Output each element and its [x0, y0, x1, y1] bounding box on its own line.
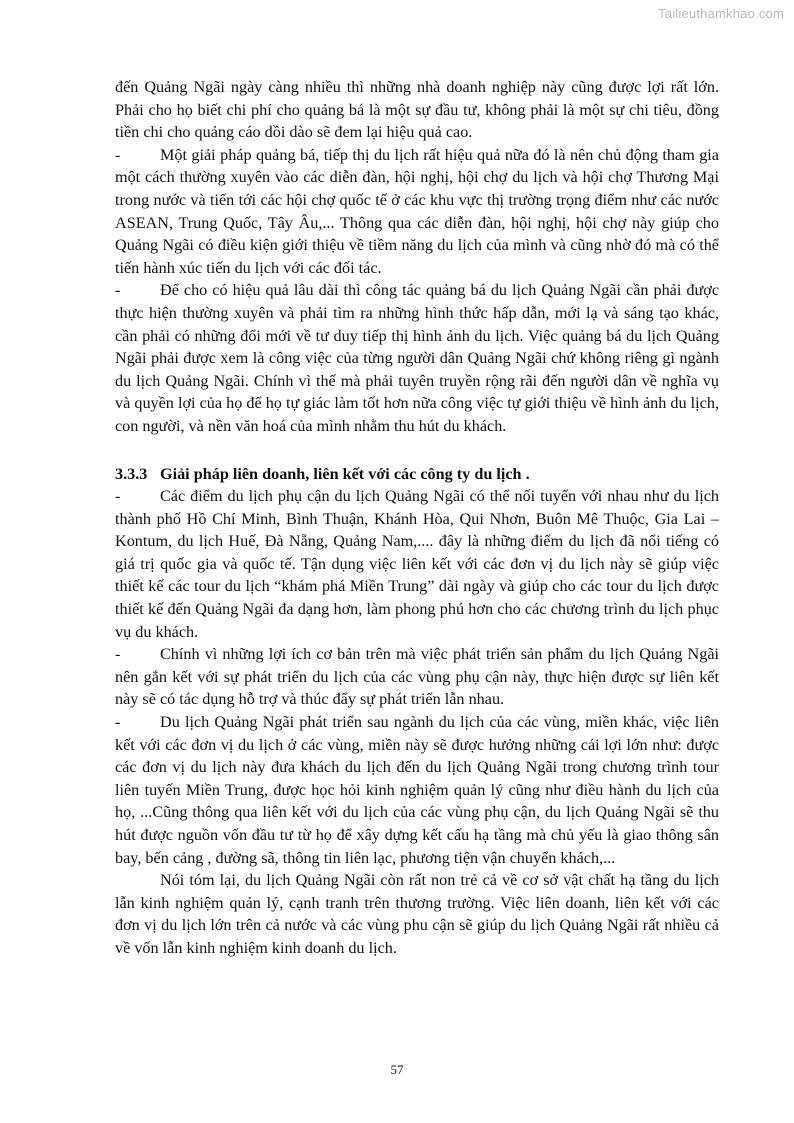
intro-paragraph: đến Quảng Ngãi ngày càng nhiều thì những nhà doanh nghiệp này cũng được lợi rất lớn. Phải cho họ biết chi phí cho quảng bá là một sự đầu tư, không phải là một sự chi tiêu, đồng tiền chi cho quảng cáo dồi dào sẽ đem lại hiệu quả cao.	[115, 78, 719, 142]
bullet-item	[115, 485, 719, 643]
section-title: Giải pháp liên doanh, liên kết với các công ty du lịch .	[160, 464, 530, 483]
bullet-dash: -	[115, 145, 121, 164]
section-heading	[115, 463, 719, 486]
bullet-text: Một giải pháp quảng bá, tiếp thị du lịch rất hiệu quả nữa đó là nên chủ động tham gia một cách thường xuyên vào các diễn đàn, hội nghị, hội chợ du lịch và hội chợ Thương Mại trong nước và tiến tới các hội chợ quốc tế ở các khu vực thị trường trọng điểm như các nước ASEAN, Trung Quốc, Tây Âu,... Thông qua các diễn đàn, hội nghị, hội chợ này giúp cho Quảng Ngãi có điều kiện giới thiệu về tiềm năng du lịch của mình và cũng nhờ đó mà có thể tiến hành xúc tiến du lịch với các đối tác.	[115, 145, 719, 277]
bullet-item	[115, 711, 719, 869]
bullet-dash: -	[115, 487, 121, 506]
bullet-text: Du lịch Quảng Ngãi phát triển sau ngành du lịch của các vùng, miền khác, việc liên kết với các đơn vị du lịch ở các vùng, miền này sẽ được hưởng những cái lợi lớn như: được các đơn vị du lịch này đưa khách du lịch đến du lịch Quảng Ngãi trong chương trình tour liên tuyến Miền Trung, được học hỏi kinh nghiệm quản lý cũng như điều hành du lịch của họ, ...Cũng thông qua liên kết với du lịch của các vùng phụ cận, du lịch Quảng Ngãi sẽ thu hút được nguồn vốn đầu tư từ họ để xây dựng kết cấu hạ tầng mà chủ yếu là giao thông sân bay, bến cảng , đường sã, thông tin liên lạc, phương tiện vận chuyển khách,...	[115, 713, 719, 867]
bullet-text: Chính vì những lợi ích cơ bản trên mà việc phát triển sản phẩm du lịch Quảng Ngãi nên gắn kết với sự phát triển du lịch của các vùng phụ cận này, thực hiện được sự liên kết này sẽ có tác dụng hỗ trợ và thúc đẩy sự phát triển lẫn nhau.	[115, 645, 719, 709]
bullet-dash: -	[115, 713, 121, 732]
bullet-item	[115, 279, 719, 437]
bullet-text: Để cho có hiệu quả lâu dài thì công tác quảng bá du lịch Quảng Ngãi cần phải được thực hiện thường xuyên và phải tìm ra những hình thức hấp dẫn, mới lạ và sáng tạo khác, cần phải có những đổi mới về tư duy tiếp thị hình ảnh du lịch. Việc quảng bá du lịch Quảng Ngãi phải được xem là công việc của từng người dân Quảng Ngãi chứ không riêng gì ngành du lịch Quảng Ngãi. Chính vì thế mà phải tuyên truyền rộng rãi đến người dân về nghĩa vụ và quyền lợi của họ để họ tự giác làm tốt hơn nữa công việc tự giới thiệu về hình ảnh du lịch, con người, và nền văn hoá của mình nhằm thu hút du khách.	[115, 281, 719, 435]
bullet-text: Các điểm du lịch phụ cận du lịch Quảng Ngãi có thể nối tuyến với nhau như du lịch thành phố Hồ Chí Minh, Bình Thuận, Khánh Hòa, Qui Nhơn, Buôn Mê Thuộc, Gia Lai – Kontum, du lịch Huế, Đà Nẵng, Quảng Nam,.... đây là những điểm du lịch đã nổi tiếng có giá trị quốc gia và quốc tế. Tận dụng việc liên kết với các đơn vị du lịch này sẽ giúp việc thiết kế các tour du lịch “khám phá Miền Trung” dài ngày và giúp cho các tour du lịch được thiết kế đến Quảng Ngãi đa dạng hơn, làm phong phú hơn cho các chương trình du lịch phục vụ du khách.	[115, 487, 719, 641]
watermark: Tailieuthamkhao.com	[658, 6, 784, 21]
document-body	[115, 76, 719, 960]
bullet-item	[115, 144, 719, 280]
bullet-list-partnership	[115, 485, 719, 869]
bullet-dash: -	[115, 645, 121, 664]
section-number: 3.3.3	[115, 464, 148, 483]
bullet-list-promotion	[115, 144, 719, 438]
bullet-item	[115, 643, 719, 711]
page-number: 57	[390, 1062, 404, 1077]
bullet-dash: -	[115, 281, 121, 300]
conclusion-paragraph: Nói tóm lại, du lịch Quảng Ngãi còn rất non trẻ cả về cơ sở vật chất hạ tầng du lịch lẫn kinh nghiệm quản lý, cạnh tranh trên thương trường. Việc liên doanh, liên kết với các đơn vị du lịch lớn trên cả nước và các vùng phu cận sẽ giúp du lịch Quảng Ngãi rất nhiều cả về vốn lẫn kinh nghiệm kinh doanh du lịch.	[115, 871, 719, 957]
